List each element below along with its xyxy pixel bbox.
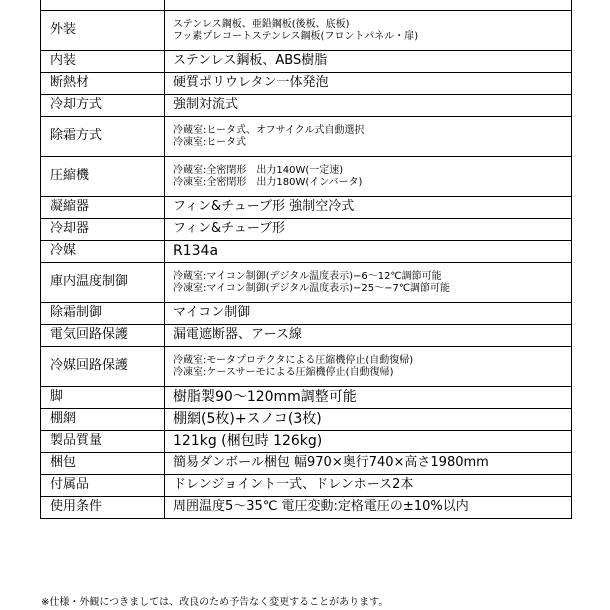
spec-label: 電気回路保護	[41, 325, 165, 347]
spec-value-line: 冷凍室:全密閉形 出力180W(インバータ)	[173, 176, 363, 188]
spec-table-body	[41, 0, 572, 519]
spec-label: 外装	[41, 11, 165, 51]
spec-label: 圧縮機	[41, 157, 165, 197]
spec-value	[165, 347, 572, 387]
spec-value	[165, 73, 572, 95]
spec-value-line: 強制対流式	[173, 97, 239, 113]
spec-label: 棚網	[41, 409, 165, 431]
spec-row	[41, 219, 572, 241]
spec-row	[41, 117, 572, 157]
spec-label	[41, 0, 165, 11]
spec-label: 冷却器	[41, 219, 165, 241]
spec-label: 付属品	[41, 475, 165, 497]
spec-row	[41, 497, 572, 519]
spec-row	[41, 0, 572, 11]
spec-value	[165, 95, 572, 117]
spec-value	[165, 387, 572, 409]
spec-value	[165, 197, 572, 219]
spec-value	[165, 219, 572, 241]
spec-value-line: 樹脂製90〜120mm調整可能	[173, 389, 357, 406]
spec-value	[165, 241, 572, 263]
spec-label: 除霜方式	[41, 117, 165, 157]
spec-value-line: 冷蔵室:モータプロテクタによる圧縮機停止(自動復帰)	[173, 355, 414, 366]
spec-value-line: 周囲温度5〜35℃ 電圧変動:定格電圧の±10%以内	[173, 499, 469, 515]
spec-row	[41, 73, 572, 95]
spec-value-line: R134a	[173, 243, 219, 260]
spec-value-line: ステンレス鋼板、ABS樹脂	[173, 53, 328, 69]
spec-value-line: フッ素プレコートステンレス鋼板(フロントパネル・扉)	[173, 30, 419, 42]
spec-label: 梱包	[41, 453, 165, 475]
spec-value-line: 漏電遮断器、アース線	[173, 327, 302, 343]
spec-row	[41, 453, 572, 475]
spec-value	[165, 497, 572, 519]
spec-value	[165, 431, 572, 453]
spec-row	[41, 95, 572, 117]
spec-row	[41, 431, 572, 453]
spec-row	[41, 157, 572, 197]
spec-value-line: 冷凍室:ケースサーモによる圧縮機停止(自動復帰)	[173, 366, 394, 378]
spec-value-line: ステンレス鋼板、亜鉛鋼板(後板、底板)	[173, 19, 350, 30]
spec-value	[165, 475, 572, 497]
spec-value-line: 棚網(5枚)+スノコ(3枚)	[173, 411, 322, 428]
spec-label: 冷却方式	[41, 95, 165, 117]
spec-row	[41, 387, 572, 409]
spec-value	[165, 409, 572, 431]
spec-value-line: 冷蔵室:ヒータ式、オフサイクル式自動選択	[173, 125, 365, 136]
spec-value	[165, 117, 572, 157]
spec-table	[40, 0, 572, 519]
spec-value	[165, 325, 572, 347]
spec-value-line: 簡易ダンボール梱包 幅970×奥行740×高さ1980mm	[173, 455, 489, 471]
spec-value	[165, 157, 572, 197]
spec-row	[41, 51, 572, 73]
spec-value-line: 冷蔵室:全密閉形 出力140W(一定速)	[173, 165, 344, 176]
spec-value-line: フィン&チューブ形	[173, 221, 286, 237]
spec-value-line: 冷凍室:ヒータ式	[173, 136, 246, 148]
spec-row	[41, 11, 572, 51]
spec-row	[41, 347, 572, 387]
spec-value-line: 硬質ポリウレタン一体発泡	[173, 75, 329, 91]
spec-row	[41, 263, 572, 303]
spec-value-line: マイコン制御	[173, 305, 251, 321]
spec-row	[41, 241, 572, 263]
spec-row	[41, 303, 572, 325]
footnote: ※仕様・外観につきましては、改良のため予告なく変更することがあります。	[41, 597, 389, 608]
spec-row	[41, 409, 572, 431]
spec-label: 脚	[41, 387, 165, 409]
spec-label: 使用条件	[41, 497, 165, 519]
spec-value-line: 冷凍室:マイコン制御(デジタル温度表示)−25〜−7℃調節可能	[173, 282, 451, 294]
spec-value	[165, 453, 572, 475]
spec-label: 除霜制御	[41, 303, 165, 325]
spec-label: 製品質量	[41, 431, 165, 453]
spec-label: 冷媒	[41, 241, 165, 263]
spec-value	[165, 11, 572, 51]
spec-value	[165, 51, 572, 73]
spec-label: 冷媒回路保護	[41, 347, 165, 387]
spec-label: 庫内温度制御	[41, 263, 165, 303]
spec-value-line: ドレンジョイント一式、ドレンホース2本	[173, 477, 414, 493]
spec-row	[41, 475, 572, 497]
spec-value-line: 冷蔵室:マイコン制御(デジタル温度表示)−6〜12℃調節可能	[173, 271, 442, 282]
spec-row	[41, 325, 572, 347]
spec-label: 内装	[41, 51, 165, 73]
spec-value-line: 121kg (梱包時 126kg)	[173, 433, 323, 450]
spec-label: 断熱材	[41, 73, 165, 95]
spec-value	[165, 303, 572, 325]
spec-row	[41, 197, 572, 219]
spec-value-line: フィン&チューブ形 強制空冷式	[173, 199, 355, 215]
spec-value	[165, 0, 572, 11]
spec-value	[165, 263, 572, 303]
spec-label: 凝縮器	[41, 197, 165, 219]
